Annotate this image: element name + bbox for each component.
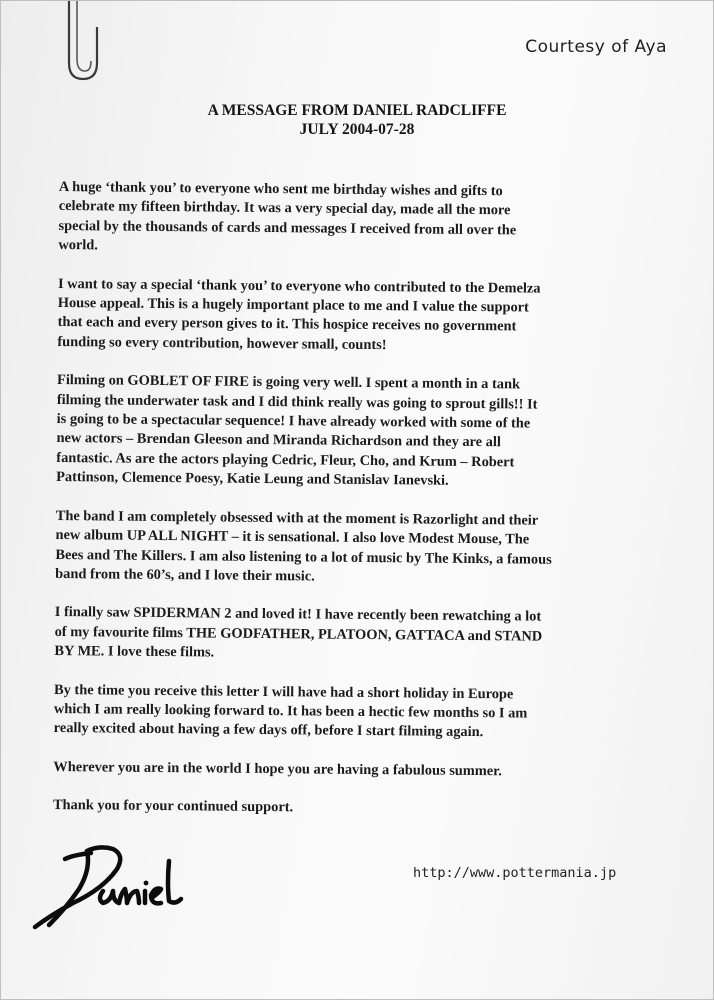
paragraph-music: [55, 507, 656, 590]
text-line: By the time you receive this letter I will have had a short holiday in Europe: [54, 681, 514, 702]
text-line: which I am really looking forward to. It has been a hectic few months so I am: [53, 700, 528, 722]
text-line: filming the underwater task and I did think really was going to sprout gills!! It: [56, 391, 538, 413]
text-line: Thank you for your continued support.: [52, 797, 294, 816]
text-line: band from the 60’s, and I love their music.: [55, 565, 315, 585]
courtesy-credit: Courtesy of Aya: [525, 37, 667, 57]
text-line: BY ME. I love these films.: [54, 643, 215, 661]
text-line: The band I am completely obsessed with at the moment is Razorlight and their: [55, 507, 539, 529]
letter-body: [53, 178, 659, 840]
paragraph-films: [54, 603, 655, 667]
text-line: House appeal. This is a hugely important place to me and I value the support: [57, 295, 529, 316]
text-line: Pattinson, Clemence Poesy, Katie Leung and Stanislav Ianevski.: [56, 469, 449, 490]
letter-date: JULY 2004-07-28: [299, 121, 415, 138]
letter-title: A MESSAGE FROM DANIEL RADCLIFFE: [207, 102, 507, 119]
paragraph-thanks: [53, 796, 653, 821]
text-line: is going to be a spectacular sequence! I have already worked with some of the: [56, 411, 531, 432]
paragraph-birthday: [58, 178, 659, 261]
text-line: Bees and The Killers. I am also listening to a lot of music by The Kinks, a famous: [55, 546, 552, 568]
text-line: funding so every contribution, however small, counts!: [57, 333, 387, 353]
paragraph-holiday: [54, 681, 655, 745]
text-line: fantastic. As are the actors playing Cedric, Fleur, Cho, and Krum – Robert: [56, 449, 515, 471]
handwritten-signature: [29, 839, 189, 937]
paperclip-icon: [61, 1, 107, 87]
website-url: http://www.pottermania.jp: [413, 865, 617, 881]
paragraph-goblet: [56, 371, 657, 493]
text-line: Wherever you are in the world I hope you are having a fabulous summer.: [53, 758, 502, 780]
letter-heading: [1, 101, 713, 139]
text-line: that each and every person gives to it. This hospice receives no government: [57, 314, 517, 335]
text-line: Filming on GOBLET OF FIRE is going very well. I spent a month in a tank: [56, 372, 521, 393]
text-line: really excited about having a few days off, before I start filming again.: [53, 720, 484, 741]
text-line: world.: [58, 237, 99, 254]
text-line: A huge ‘thank you’ to everyone who sent me birthday wishes and gifts to: [58, 178, 503, 200]
paragraph-demelza: [57, 275, 658, 358]
paragraph-summer: [53, 758, 653, 783]
text-line: new actors – Brendan Gleeson and Miranda Richardson and they are all: [56, 430, 501, 451]
text-line: of my favourite films THE GODFATHER, PLATOON, GATTACA and STAND: [54, 623, 543, 645]
text-line: new album UP ALL NIGHT – it is sensational. I also love Modest Mouse, The: [55, 527, 530, 548]
text-line: celebrate my fifteen birthday. It was a very special day, made all the more: [58, 198, 511, 219]
text-line: I want to say a special ‘thank you’ to everyone who contributed to the Demelza: [57, 275, 541, 297]
text-line: I finally saw SPIDERMAN 2 and loved it! I have recently been rewatching a lot: [54, 604, 542, 625]
text-line: special by the thousands of cards and messages I received from all over the: [58, 217, 517, 239]
